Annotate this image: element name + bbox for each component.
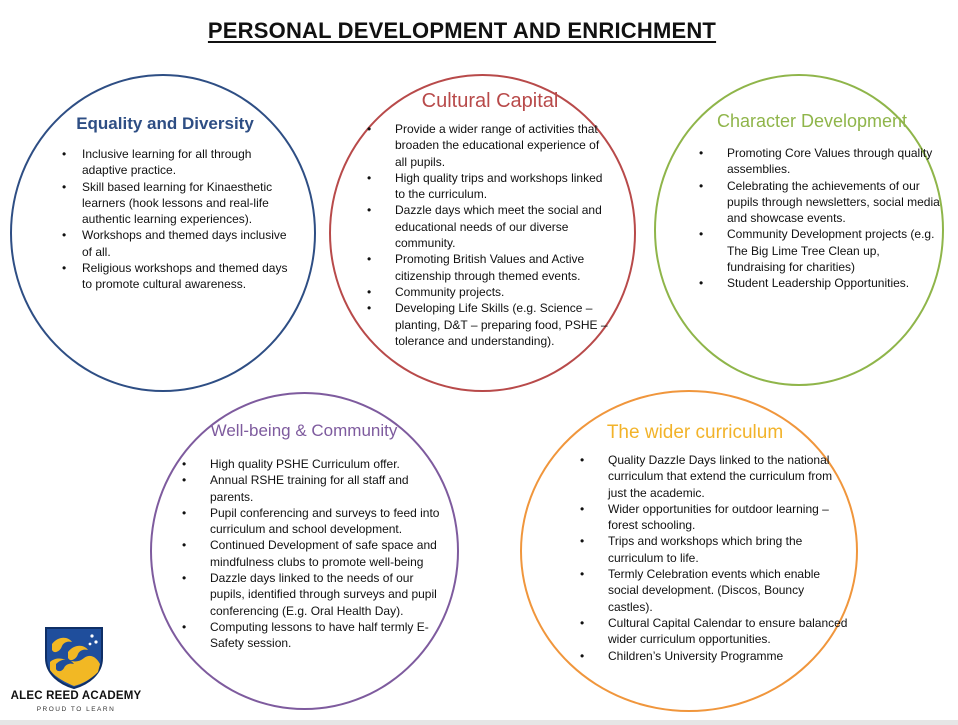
character-development-list xyxy=(697,145,941,292)
character-list-item: • Celebrating the achievements of our pupils through newsletters, social media and showcase events. xyxy=(697,178,941,227)
wider-list-item: • Quality Dazzle Days linked to the national curriculum that extend the curriculum from just the academic. xyxy=(578,452,850,501)
wider-curriculum-heading: The wider curriculum xyxy=(606,422,784,443)
wider-list-item: • Children’s University Programme xyxy=(578,648,850,664)
cultural-list-item: • Community projects. xyxy=(365,284,613,300)
dolphin-shield-icon xyxy=(38,624,110,690)
cultural-list-item: • Dazzle days which meet the social and educational needs of our diverse community. xyxy=(365,202,613,251)
cultural-list-item: • High quality trips and workshops linked to the curriculum. xyxy=(365,170,613,203)
wider-list-item: • Cultural Capital Calendar to ensure balanced wider curriculum opportunities. xyxy=(578,615,850,648)
wellbeing-list-item: • High quality PSHE Curriculum offer. xyxy=(180,456,442,472)
cultural-capital-list xyxy=(365,121,613,349)
wellbeing-community-heading: Well-being & Community xyxy=(210,421,398,440)
equality-list-item: • Workshops and themed days inclusive of all. xyxy=(60,227,292,260)
cultural-list-item: • Provide a wider range of activities that broaden the educational experience of all pupils. xyxy=(365,121,613,170)
school-motto: PROUD TO LEARN xyxy=(36,706,116,713)
equality-list-item: • Religious workshops and themed days to promote cultural awareness. xyxy=(60,260,292,293)
wellbeing-list-item: • Computing lessons to have half termly E-Safety session. xyxy=(180,619,442,652)
equality-list-item: • Skill based learning for Kinaesthetic learners (hook lessons and real-life authentic learning experiences). xyxy=(60,179,292,228)
wellbeing-list-item: • Dazzle days linked to the needs of our pupils, identified through surveys and pupil conferencing (E.g. Oral Health Day). xyxy=(180,570,442,619)
equality-diversity-list xyxy=(60,146,292,293)
character-development-heading: Character Development xyxy=(716,111,908,131)
wellbeing-community-list xyxy=(180,456,442,652)
school-name: ALEC REED ACADEMY xyxy=(10,690,142,702)
wider-curriculum-list xyxy=(578,452,850,664)
character-list-item: • Promoting Core Values through quality assemblies. xyxy=(697,145,941,178)
page-title: PERSONAL DEVELOPMENT AND ENRICHMENT xyxy=(207,18,717,43)
character-list-item: • Community Development projects (e.g. The Big Lime Tree Clean up, fundraising for charities) xyxy=(697,226,941,275)
wellbeing-list-item: • Annual RSHE training for all staff and parents. xyxy=(180,472,442,505)
cultural-capital-heading: Cultural Capital xyxy=(421,90,559,112)
cultural-list-item: • Developing Life Skills (e.g. Science – planting, D&T – preparing food, PSHE – tolerance and understanding). xyxy=(365,300,613,349)
wellbeing-list-item: • Pupil conferencing and surveys to feed into curriculum and school development. xyxy=(180,505,442,538)
wider-list-item: • Wider opportunities for outdoor learning – forest schooling. xyxy=(578,501,850,534)
character-list-item: • Student Leadership Opportunities. xyxy=(697,275,941,291)
wider-list-item: • Trips and workshops which bring the curriculum to life. xyxy=(578,533,850,566)
equality-list-item: • Inclusive learning for all through adaptive practice. xyxy=(60,146,292,179)
cultural-list-item: • Promoting British Values and Active citizenship through themed events. xyxy=(365,251,613,284)
page-bottom-bar xyxy=(0,720,958,725)
wellbeing-list-item: • Continued Development of safe space and mindfulness clubs to promote well-being xyxy=(180,537,442,570)
equality-diversity-heading: Equality and Diversity xyxy=(76,114,254,133)
wider-list-item: • Termly Celebration events which enable social development. (Discos, Bouncy castles). xyxy=(578,566,850,615)
